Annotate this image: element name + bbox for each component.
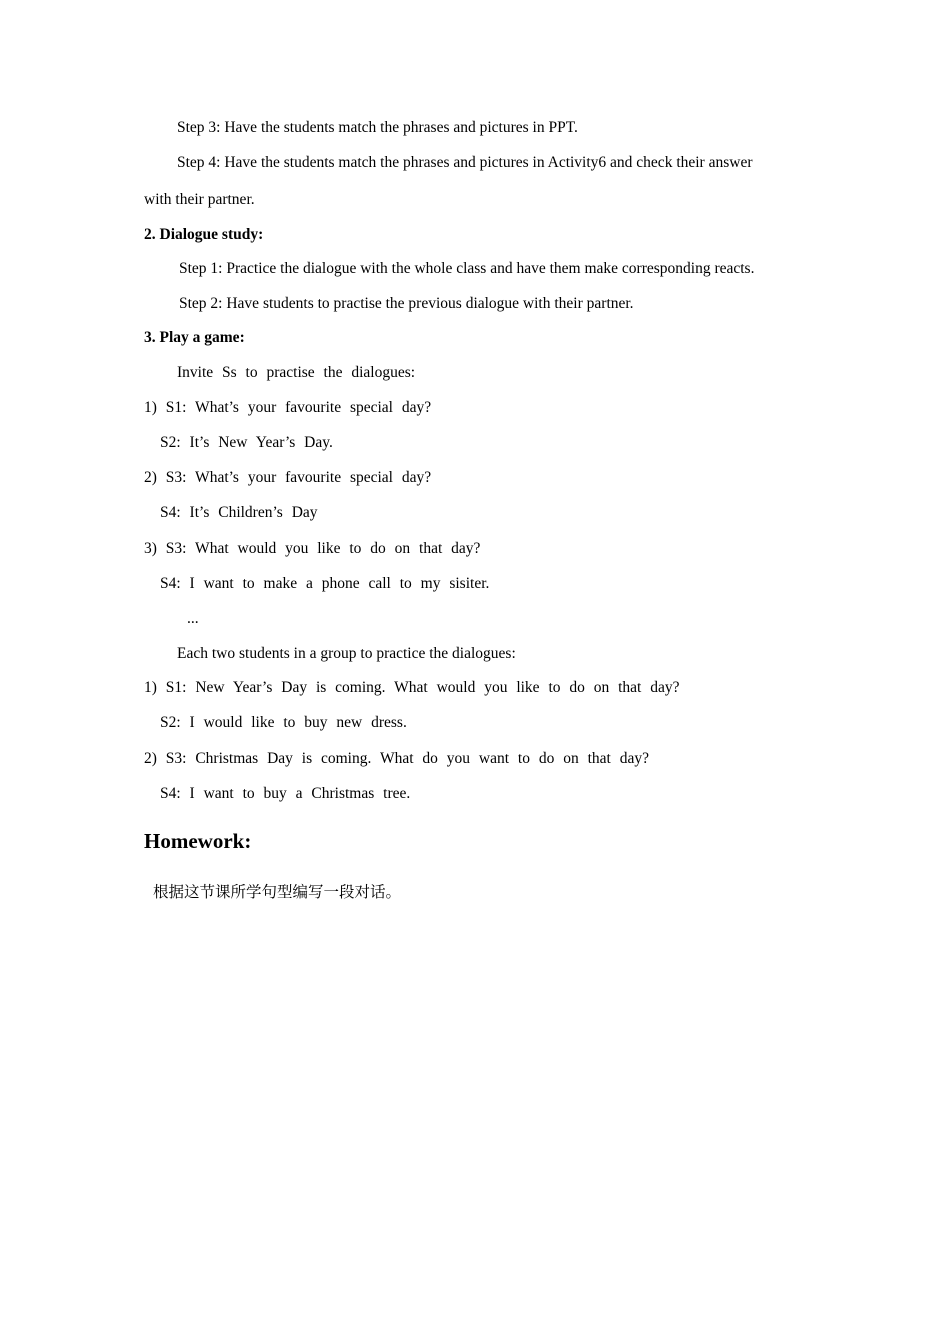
group-intro-text: Each two students in a group to practice the dialogues: bbox=[177, 645, 516, 662]
homework-task-text: 根据这节课所学句型编写一段对话。 bbox=[153, 883, 402, 901]
dialogue-step-1-text: Step 1: Practice the dialogue with the whole class and have them make corresponding reacts. bbox=[179, 260, 755, 277]
homework-heading: Homework: bbox=[144, 829, 252, 853]
game-dialogue-line: 1) S1: What’s your favourite special day? bbox=[144, 399, 432, 416]
group-dialogue-line: S2: I would like to buy new dress. bbox=[160, 714, 407, 731]
game-dialogue-ellipsis: ... bbox=[187, 610, 199, 627]
group-dialogue-line: 2) S3: Christmas Day is coming. What do you want to do on that day? bbox=[144, 750, 649, 767]
game-dialogue-line: S4: It’s Children’s Day bbox=[160, 504, 318, 521]
step-3-text: Step 3: Have the students match the phrases and pictures in PPT. bbox=[177, 119, 578, 136]
play-game-heading: 3. Play a game: bbox=[144, 329, 245, 346]
game-dialogue-line: 3) S3: What would you like to do on that day? bbox=[144, 540, 481, 557]
dialogue-step-2-text: Step 2: Have students to practise the previous dialogue with their partner. bbox=[179, 295, 634, 312]
game-intro-text: Invite Ss to practise the dialogues: bbox=[177, 364, 416, 381]
group-dialogue-line: S4: I want to buy a Christmas tree. bbox=[160, 785, 411, 802]
step-4-text-line2: with their partner. bbox=[144, 191, 255, 208]
step-4-text-line1: Step 4: Have the students match the phrases and pictures in Activity6 and check their answer bbox=[177, 154, 753, 171]
dialogue-study-heading: 2. Dialogue study: bbox=[144, 226, 264, 243]
group-dialogue-line: 1) S1: New Year’s Day is coming. What would you like to do on that day? bbox=[144, 679, 680, 696]
game-dialogue-line: S2: It’s New Year’s Day. bbox=[160, 434, 333, 451]
game-dialogue-line: 2) S3: What’s your favourite special day? bbox=[144, 469, 432, 486]
game-dialogue-line: S4: I want to make a phone call to my sisiter. bbox=[160, 575, 490, 592]
